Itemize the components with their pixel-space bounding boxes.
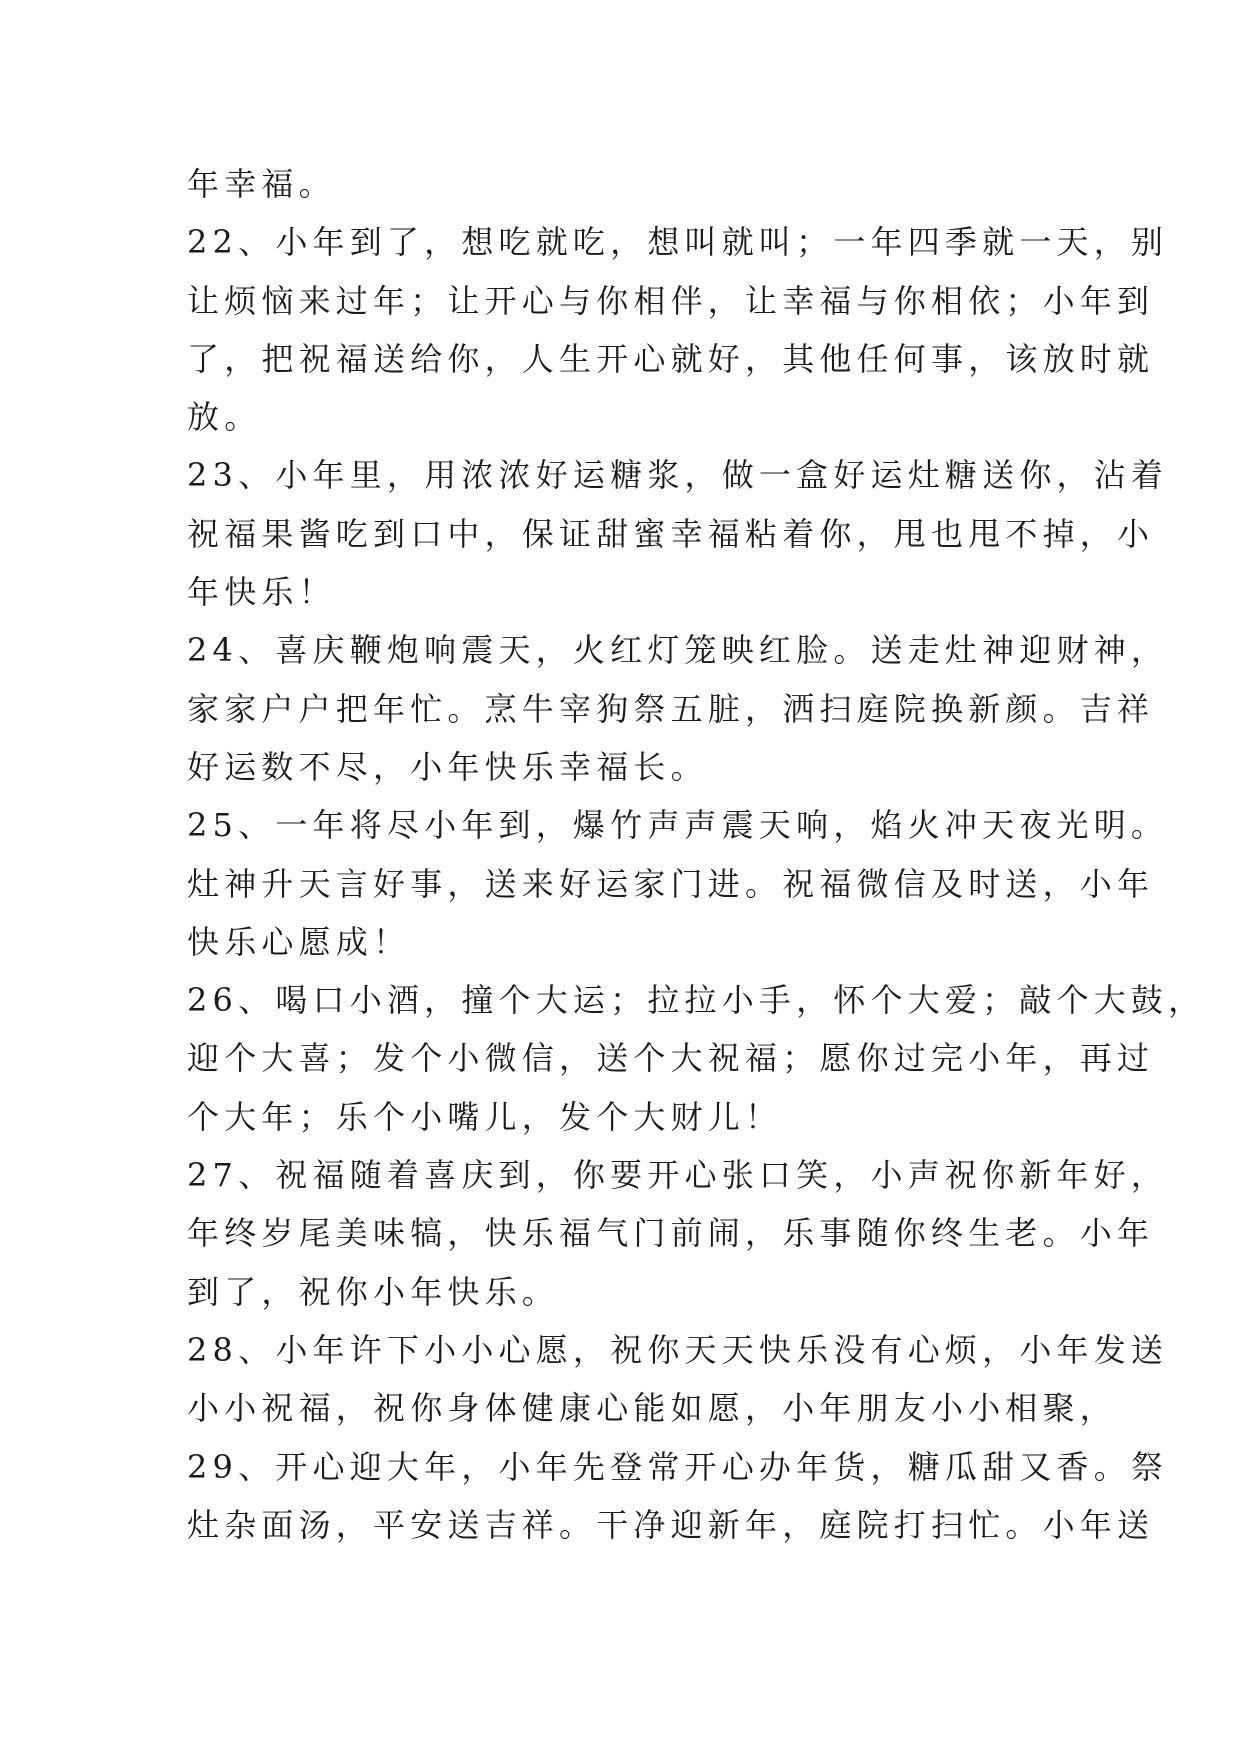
text-line: 25、一年将尽小年到，爆竹声声震天响，焰火冲天夜光明。 (187, 806, 1169, 845)
text-line: 好运数不尽，小年快乐幸福长。 (187, 747, 708, 786)
text-line: 28、小年许下小小心愿，祝你天天快乐没有心烦，小年发送 (187, 1330, 1169, 1369)
text-line: 快乐心愿成！ (187, 922, 411, 961)
text-line: 23、小年里，用浓浓好运糖浆，做一盒好运灶糖送你，沾着 (187, 456, 1169, 495)
text-line: 祝福果酱吃到口中，保证甜蜜幸福粘着你，甩也甩不掉，小 (187, 514, 1155, 553)
text-line: 放。 (187, 398, 262, 437)
text-line: 灶神升天言好事，送来好运家门进。祝福微信及时送，小年 (187, 864, 1155, 903)
text-line: 到了，祝你小年快乐。 (187, 1272, 560, 1311)
text-line: 22、小年到了，想吃就吃，想叫就叫；一年四季就一天，别 (187, 223, 1169, 262)
body-text (187, 155, 1206, 1554)
text-line: 家家户户把年忙。烹牛宰狗祭五脏，洒扫庭院换新颜。吉祥 (187, 689, 1155, 728)
text-line: 26、喝口小酒，撞个大运；拉拉小手，怀个大爱；敲个大鼓， (187, 981, 1206, 1020)
text-line: 小小祝福，祝你身体健康心能如愿，小年朋友小小相聚， (187, 1389, 1118, 1428)
text-line: 个大年；乐个小嘴儿，发个大财儿！ (187, 1097, 783, 1136)
text-line: 24、喜庆鞭炮响震天，火红灯笼映红脸。送走灶神迎财神， (187, 631, 1169, 670)
text-line: 年快乐！ (187, 573, 336, 612)
text-line: 迎个大喜；发个小微信，送个大祝福；愿你过完小年，再过 (187, 1039, 1155, 1078)
text-line: 灶杂面汤，平安送吉祥。干净迎新年，庭院打扫忙。小年送 (187, 1505, 1155, 1544)
text-line: 让烦恼来过年；让开心与你相伴，让幸福与你相依；小年到 (187, 281, 1155, 320)
text-line: 了，把祝福送给你，人生开心就好，其他任何事，该放时就 (187, 339, 1155, 378)
text-line: 29、开心迎大年，小年先登常开心办年货，糖瓜甜又香。祭 (187, 1447, 1169, 1486)
text-line: 年幸福。 (187, 165, 336, 203)
text-line: 年终岁尾美味犒，快乐福气门前闹，乐事随你终生老。小年 (187, 1214, 1155, 1253)
text-line: 27、祝福随着喜庆到，你要开心张口笑，小声祝你新年好， (187, 1156, 1169, 1195)
